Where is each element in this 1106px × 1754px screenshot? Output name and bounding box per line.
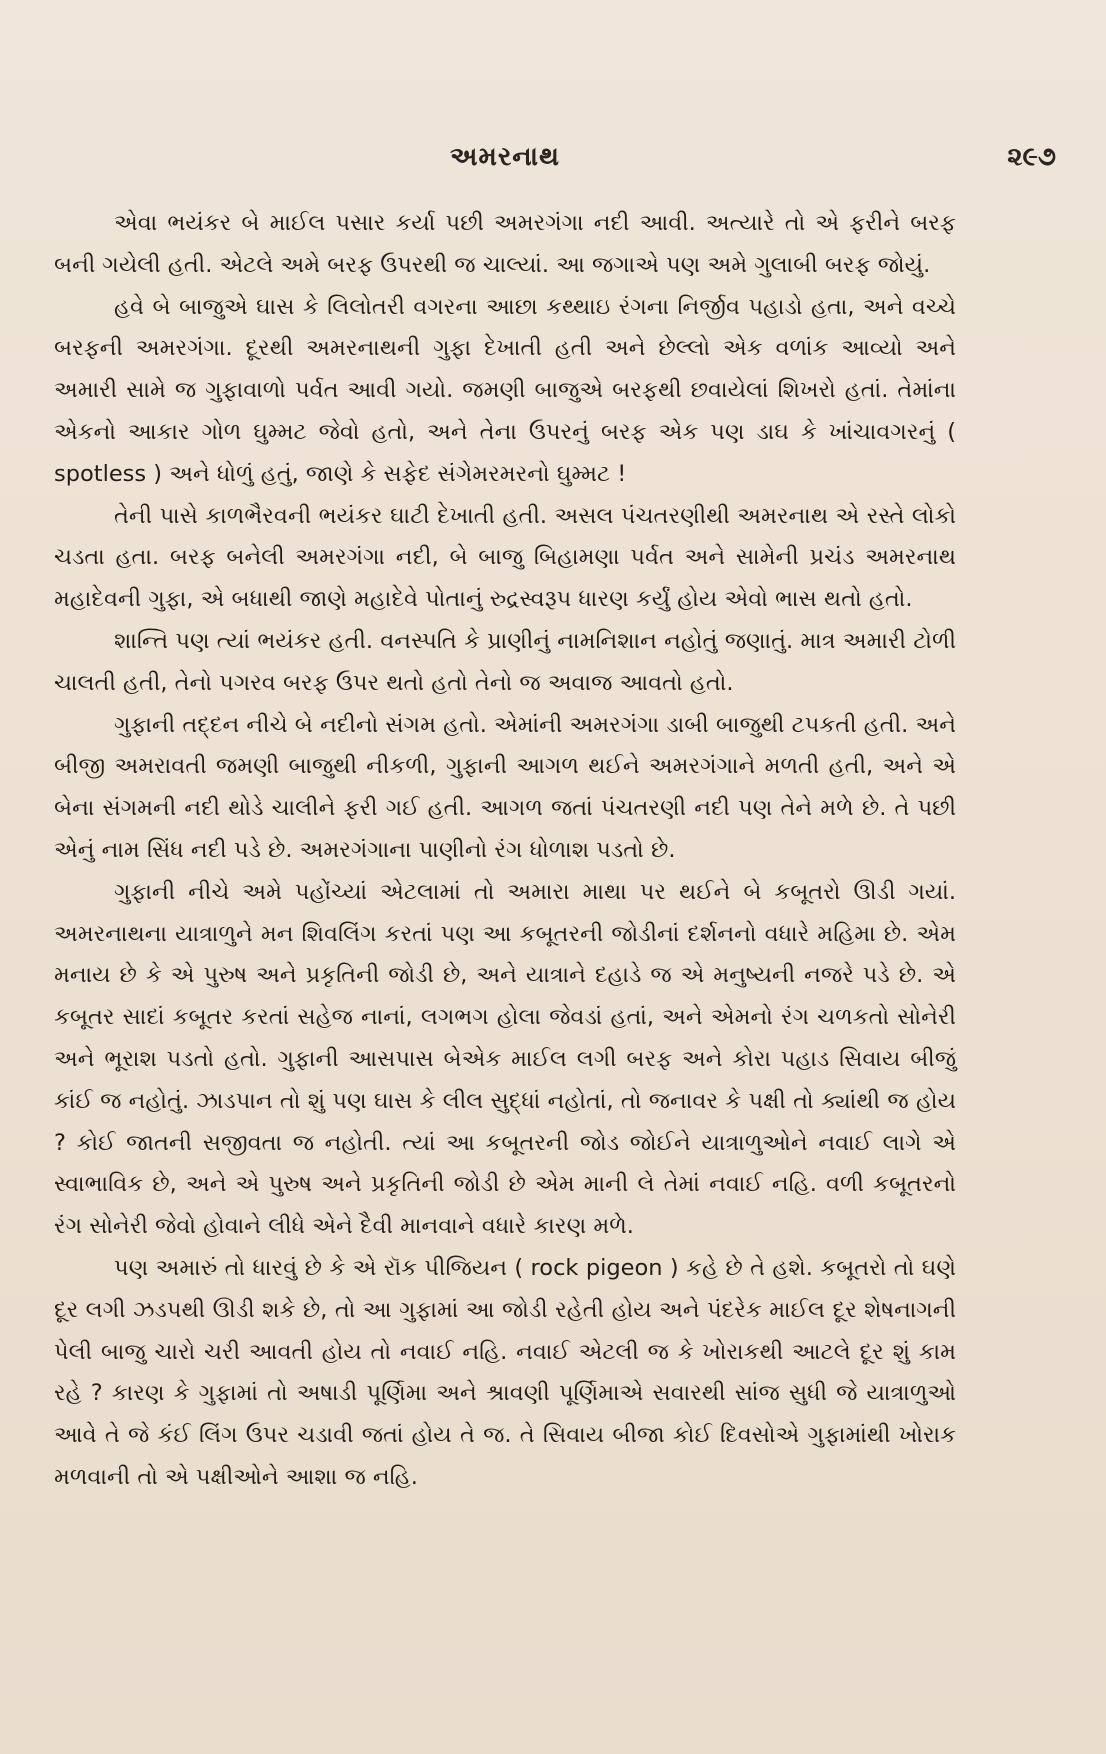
paragraph: ગુફાની તદ્દન નીચે બે નદીનો સંગમ હતો. એમાંની અમરગંગા ડાબી બાજુથી ટપકતી હતી. અને બીજી અમરાવતી જમણી બાજુથી નીકળી, ગુફાની આગળ થઈને અમરગંગાને મળતી હતી, અને એ બેના સંગમની નદી થોડે ચાલીને ફરી ગઈ હતી. આગળ જતાં પંચતરણી નદી પણ તેને મળે છે. તે પછી એનું નામ સિંધ નદી પડે છે. અમરગંગાના પાણીનો રંગ ધોળાશ પડતો છે. [54, 711, 956, 863]
paragraph: શાન્તિ પણ ત્યાં ભયંકર હતી. વનસ્પતિ કે પ્રાણીનું નામનિશાન નહોતું જણાતું. માત્ર અમારી ટોળી ચાલતી હતી, તેનો પગરવ બરફ ઉપર થતો હતો તેનો જ અવાજ આવતો હતો. [54, 627, 956, 696]
page-number: ૨૯૭ [1007, 142, 1056, 172]
paragraph: એવા ભયંકર બે માઈલ પસાર કર્યા પછી અમરગંગા નદી આવી. અત્યારે તો એ ફરીને બરફ બની ગયેલી હતી. એટલે અમે બરફ ઉપરથી જ ચાલ્યાં. આ જગાએ પણ અમે ગુલાબી બરફ જોયું. [54, 210, 956, 278]
paragraph: હવે બે બાજુએ ઘાસ કે લિલોતરી વગરના આછા કથ્થાઇ રંગના નિર્જીવ પહાડો હતા, અને વચ્ચે બરફની અમરગંગા. દૂરથી અમરનાથની ગુફા દેખાતી હતી અને છેલ્લો એક વળાંક આવ્યો અને અમારી સામે જ ગુફાવાળો પર્વત આવી ગયો. જમણી બાજુએ બરફથી છવાયેલાં શિખરો હતાં. તેમાંના એકનો આકાર ગોળ ઘુમ્મટ જેવો હતો, અને તેના ઉપરનું બરફ એક પણ ડાઘ કે ખાંચાવગરનું ( spotless ) અને ધોળું હતું, જાણે કે સફેદ સંગેમરમરનો ઘુમ્મટ ! [54, 293, 956, 487]
paragraph: પણ અમારું તો ધારવું છે કે એ રૉક પીજિયન ( rock pigeon ) કહે છે તે હશે. કબૂતરો તો ઘણે દૂર લગી ઝડપથી ઊડી શકે છે, તો આ ગુફામાં આ જોડી રહેતી હોય અને પંદરેક માઈલ દૂર શેષનાગની પેલી બાજુ ચારો ચરી આવતી હોય તો નવાઈ નહિ. નવાઈ એટલી જ કે ખોરાકથી આટલે દૂર શું કામ રહે ? કારણ કે ગુફામાં તો અષાડી પૂર્ણિમા અને શ્રાવણી પૂર્ણિમાએ સવારથી સાંજ સુધી જે યાત્રાળુઓ આવે તે જે કંઈ લિંગ ઉપર ચડાવી જતાં હોય તે જ. તે સિવાય બીજા કોઈ દિવસોએ ગુફામાંથી ખોરાક મળવાની તો એ પક્ષીઓને આશા જ નહિ. [54, 1254, 956, 1490]
paragraph: ગુફાની નીચે અમે પહોંચ્યાં એટલામાં તો અમારા માથા પર થઈને બે કબૂતરો ઊડી ગયાં. અમરનાથના યાત્રાળુને મન શિવલિંગ કરતાં પણ આ કબૂતરની જોડીનાં દર્શનનો વધારે મહિમા છે. એમ મનાય છે કે એ પુરુષ અને પ્રકૃતિની જોડી છે, અને યાત્રાને દહાડે જ એ મનુષ્યની નજરે પડે છે. એ કબૂતર સાદાં કબૂતર કરતાં સહેજ નાનાં, લગભગ હોલા જેવડાં હતાં, અને એમનો રંગ ચળકતો સોનેરી અને ભૂરાશ પડતો હતો. ગુફાની આસપાસ બેએક માઈલ લગી બરફ અને કોરા પહાડ સિવાય બીજું કાંઈ જ નહોતું. ઝાડપાન તો શું પણ ઘાસ કે લીલ સુદ્ધાં નહોતાં, તો જનાવર કે પક્ષી તો ક્યાંથી જ હોય ? કોઈ જાતની સજીવતા જ નહોતી. ત્યાં આ કબૂતરની જોડ જોઈને યાત્રાળુઓને નવાઈ લાગે એ સ્વાભાવિક છે, અને એ પુરુષ અને પ્રકૃતિની જોડી છે એમ માની લે તેમાં નવાઈ નહિ. વળી કબૂતરનો રંગ સોનેરી જેવો હોવાને લીધે એને દૈવી માનવાને વધારે કારણ મળે. [54, 878, 956, 1240]
body-text [54, 203, 956, 1499]
running-title: અમરનાથ [450, 142, 560, 172]
paragraph: તેની પાસે કાળભૈરવની ભયંકર ઘાટી દેખાતી હતી. અસલ પંચતરણીથી અમરનાથ એ રસ્તે લોકો ચડતા હતા. બરફ બનેલી અમરગંગા નદી, બે બાજુ બિહામણા પર્વત અને સામેની પ્રચંડ અમરનાથ મહાદેવની ગુફા, એ બધાથી જાણે મહાદેવે પોતાનું રુદ્રસ્વરૂપ ધારણ કર્યું હોય એવો ભાસ થતો હતો. [54, 502, 956, 613]
page-header [54, 142, 1056, 182]
